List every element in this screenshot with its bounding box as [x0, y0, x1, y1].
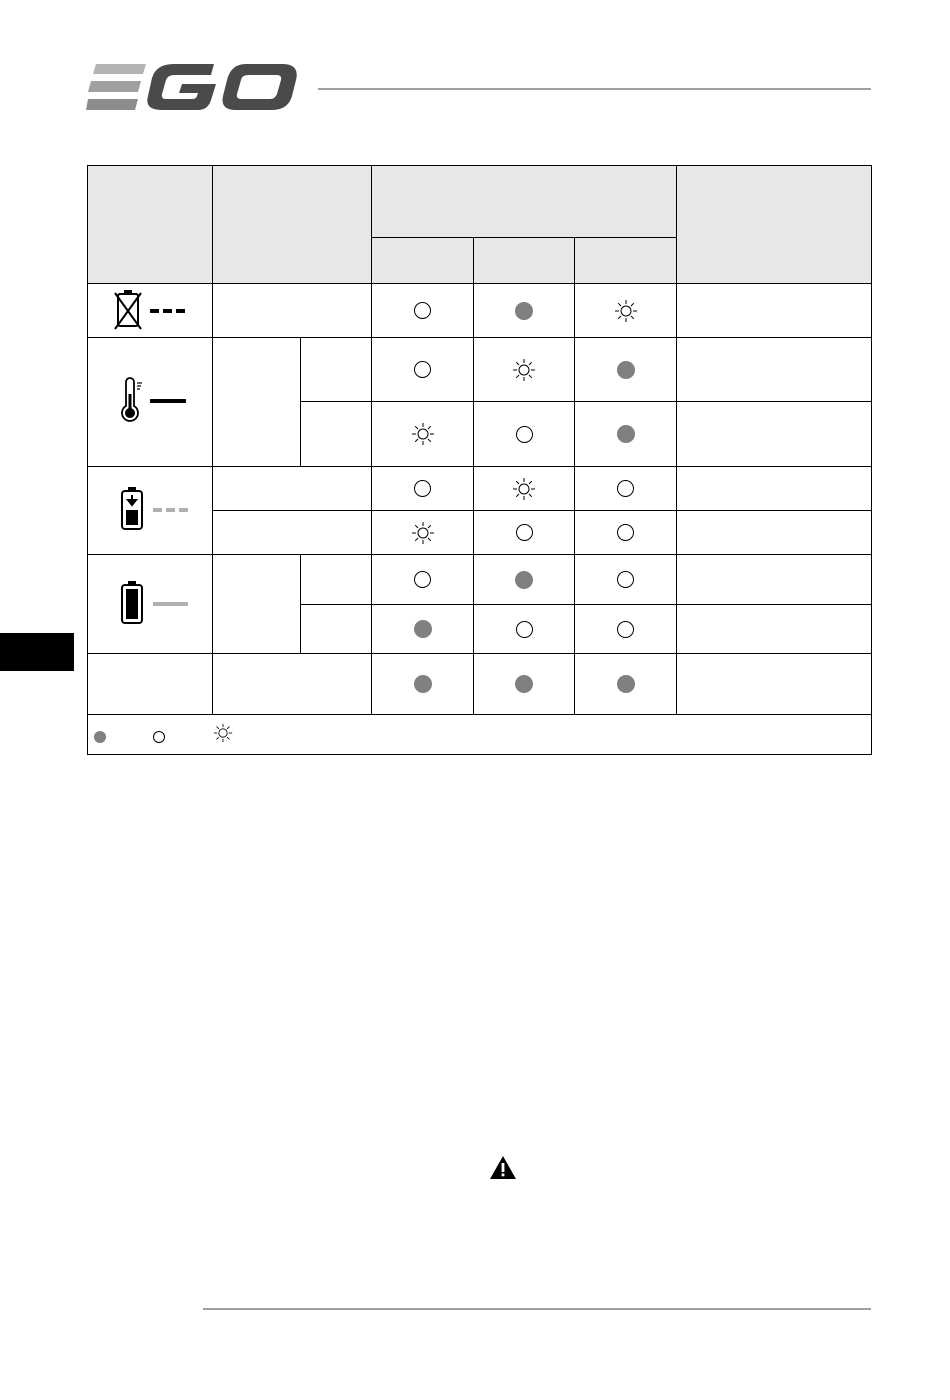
led-off-icon — [153, 731, 165, 743]
condition-cell — [213, 654, 372, 715]
led-off-icon — [516, 524, 533, 541]
description-cell — [677, 654, 872, 715]
led-on-icon — [515, 675, 533, 693]
led-off-icon — [617, 480, 634, 497]
led-cell — [575, 467, 677, 511]
table-row — [88, 338, 872, 402]
led-cell — [474, 555, 575, 605]
legend-row — [88, 715, 872, 755]
led-off-icon — [414, 361, 431, 378]
description-cell — [677, 284, 872, 338]
led-on-icon — [414, 620, 432, 638]
table-row — [88, 654, 872, 715]
description-cell — [677, 402, 872, 467]
header-rule — [318, 88, 871, 90]
table-row — [88, 284, 872, 338]
led-on-icon — [515, 571, 533, 589]
legend-item-flashing — [213, 723, 233, 743]
header-led-group — [372, 166, 677, 238]
led-cell — [575, 511, 677, 555]
led-cell — [372, 555, 474, 605]
header-led-3 — [575, 238, 677, 284]
led-on-icon — [515, 302, 533, 320]
footer-rule — [203, 1308, 871, 1310]
led-cell — [372, 402, 474, 467]
led-flashing-icon — [411, 521, 435, 545]
header-col2 — [213, 166, 372, 284]
led-cell — [372, 511, 474, 555]
led-cell — [575, 402, 677, 467]
description-cell — [677, 511, 872, 555]
icon-cell — [88, 654, 213, 715]
led-off-icon — [414, 480, 431, 497]
subcondition-cell — [301, 555, 372, 605]
led-flashing-icon — [512, 477, 536, 501]
led-cell — [474, 338, 575, 402]
led-cell — [575, 605, 677, 654]
led-cell — [372, 467, 474, 511]
battery-crossed-icon — [110, 287, 190, 331]
subcondition-cell — [301, 605, 372, 654]
battery-charging-icon — [110, 484, 190, 534]
indicator-table — [87, 165, 872, 755]
led-flashing-icon — [614, 299, 638, 323]
led-cell — [474, 605, 575, 654]
led-cell — [372, 284, 474, 338]
led-off-icon — [414, 571, 431, 588]
led-on-icon — [94, 731, 106, 743]
led-off-icon — [617, 621, 634, 638]
led-cell — [474, 511, 575, 555]
led-flashing-icon — [512, 358, 536, 382]
legend — [88, 715, 872, 755]
led-cell — [474, 654, 575, 715]
led-cell — [575, 284, 677, 338]
battery-full-icon — [110, 578, 190, 628]
icon-cell — [88, 555, 213, 654]
legend-item-on — [94, 731, 106, 743]
warning-icon — [489, 1155, 517, 1180]
led-cell — [575, 338, 677, 402]
subcondition-cell — [301, 338, 372, 402]
description-cell — [677, 605, 872, 654]
description-cell — [677, 555, 872, 605]
led-cell — [372, 338, 474, 402]
led-flashing-icon — [411, 422, 435, 446]
icon-cell — [88, 284, 213, 338]
led-cell — [372, 605, 474, 654]
led-cell — [575, 555, 677, 605]
led-cell — [372, 654, 474, 715]
led-off-icon — [617, 571, 634, 588]
thermometer-icon — [110, 376, 190, 426]
header-col1 — [88, 166, 213, 284]
table-row — [88, 467, 872, 511]
led-on-icon — [617, 361, 635, 379]
led-cell — [474, 402, 575, 467]
legend-item-off — [153, 731, 165, 743]
condition-cell — [213, 511, 372, 555]
led-on-icon — [414, 675, 432, 693]
header-led-1 — [372, 238, 474, 284]
icon-cell — [88, 467, 213, 555]
header-led-2 — [474, 238, 575, 284]
table-row — [88, 555, 872, 605]
condition-cell — [213, 555, 301, 654]
description-cell — [677, 338, 872, 402]
led-off-icon — [617, 524, 634, 541]
led-cell — [575, 654, 677, 715]
led-off-icon — [516, 621, 533, 638]
icon-cell — [88, 338, 213, 467]
led-cell — [474, 284, 575, 338]
led-flashing-icon — [213, 723, 233, 743]
description-cell — [677, 467, 872, 511]
led-off-icon — [516, 426, 533, 443]
subcondition-cell — [301, 402, 372, 467]
led-on-icon — [617, 425, 635, 443]
header-col4 — [677, 166, 872, 284]
led-off-icon — [414, 302, 431, 319]
condition-cell — [213, 467, 372, 511]
condition-cell — [213, 284, 372, 338]
ego-logo — [86, 62, 298, 114]
led-on-icon — [617, 675, 635, 693]
language-tab — [0, 633, 74, 671]
led-cell — [474, 467, 575, 511]
condition-cell — [213, 338, 301, 467]
